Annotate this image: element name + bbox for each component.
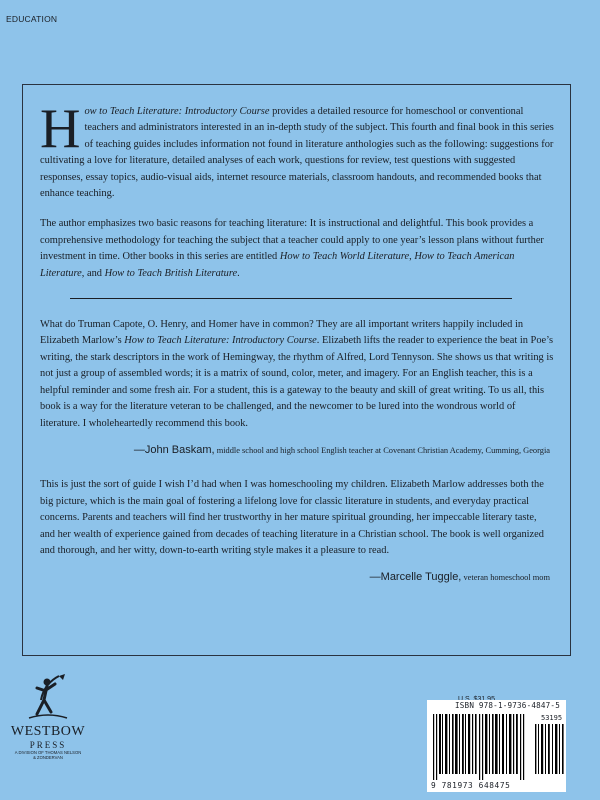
review-1-attribution xyxy=(40,442,554,459)
book-title: ow to Teach Literature: Introductory Course xyxy=(84,106,270,117)
review-1-text: What do Truman Capote, O. Henry, and Homer have in common? They are all important writers happily included in Elizabeth Marlow’s How to Teach Literature: Introductory Course. Elizabeth lifts the reader to experience the beat in Poe’s writing, the stark descriptors in the work of Hemingway, the rhythm of Alfred, Lord Tennyson. She shows us that writing is not just a group of assembled words; it is a matrix of sound, color, meter, and imagery. For an English teacher, this is a helpful reminder and some fresh air. For a student, this is a gateway to the beauty and skill of great writing. To us all, this book is a way for the literature veteran to be challenged, and the newcomer to be lured into the wondrous world of literature. I wholeheartedly recommend this book. xyxy=(40,319,554,429)
reviewer-name: —John Baskam, xyxy=(133,443,215,456)
reviewer-role: veteran homeschool mom xyxy=(461,573,550,583)
reviewer-name: —Marcelle Tuggle, xyxy=(369,571,462,584)
isbn-text: ISBN 978-1-9736-4847-5 xyxy=(455,701,560,710)
back-cover-content xyxy=(40,98,554,587)
ean-digits: 9 781973 648475 xyxy=(431,781,511,790)
publisher-name: WESTBOW xyxy=(10,724,86,739)
archer-logo-icon xyxy=(25,670,71,722)
barcode-box xyxy=(427,700,566,792)
publisher-logo xyxy=(8,670,88,790)
divider xyxy=(70,298,512,299)
reviewer-role: middle school and high school English teacher at Covenant Christian Academy, Cumming, Georgia xyxy=(214,445,550,455)
barcode-icon xyxy=(431,714,565,780)
barcode-addon-digits: 53195 xyxy=(541,714,563,722)
category-label: EDUCATION xyxy=(6,14,58,24)
publisher-division-2: & ZONDERVAN xyxy=(33,755,63,760)
publisher-division: A DIVISION OF THOMAS NELSON xyxy=(14,750,82,755)
drop-cap: H xyxy=(40,98,81,160)
description-paragraph-2: The author emphasizes two basic reasons for teaching literature: It is instructional and delightful. This book provides a comprehensive methodology for teaching the subject that a teacher could apply to one year’s lesson plans without further investment in time. Other books in this series are entitled How to Teach World Literature, How to Teach American Literature, and How to Teach British Literature. xyxy=(40,218,544,279)
description-paragraph-1: How to Teach Literature: Introductory Course provides a detailed resource for homeschool or conventional teachers and administrators interested in an in-depth study of the subject. This fourth and final book in this series of teaching guides includes information not found in literature anthologies such as the following: suggestions for cultivating a love for literature, detailed analyses of each work, questions for review, test questions with suggested responses, essay topics, audio-visual aids, internet resource materials, classroom handouts, and recommended books that enhance teaching. xyxy=(40,98,554,200)
review-2-attribution xyxy=(40,569,554,586)
publisher-press: PRESS xyxy=(29,740,67,750)
review-2-text: This is just the sort of guide I wish I’d had when I was homeschooling my children. Elizabeth Marlow addresses both the big picture, which is the main goal of fostering a lifelong love for classic literature in students, and everyday practical concerns. Parents and teachers will find her trustworthy in her mature spiritual grounding, her impeccable literary taste, and her wealth of experience gained from decades of teaching literature in a Christian school. The book is well organized and thorough, and her witty, down-to-earth writing style makes it a pleasure to read. xyxy=(40,479,544,556)
